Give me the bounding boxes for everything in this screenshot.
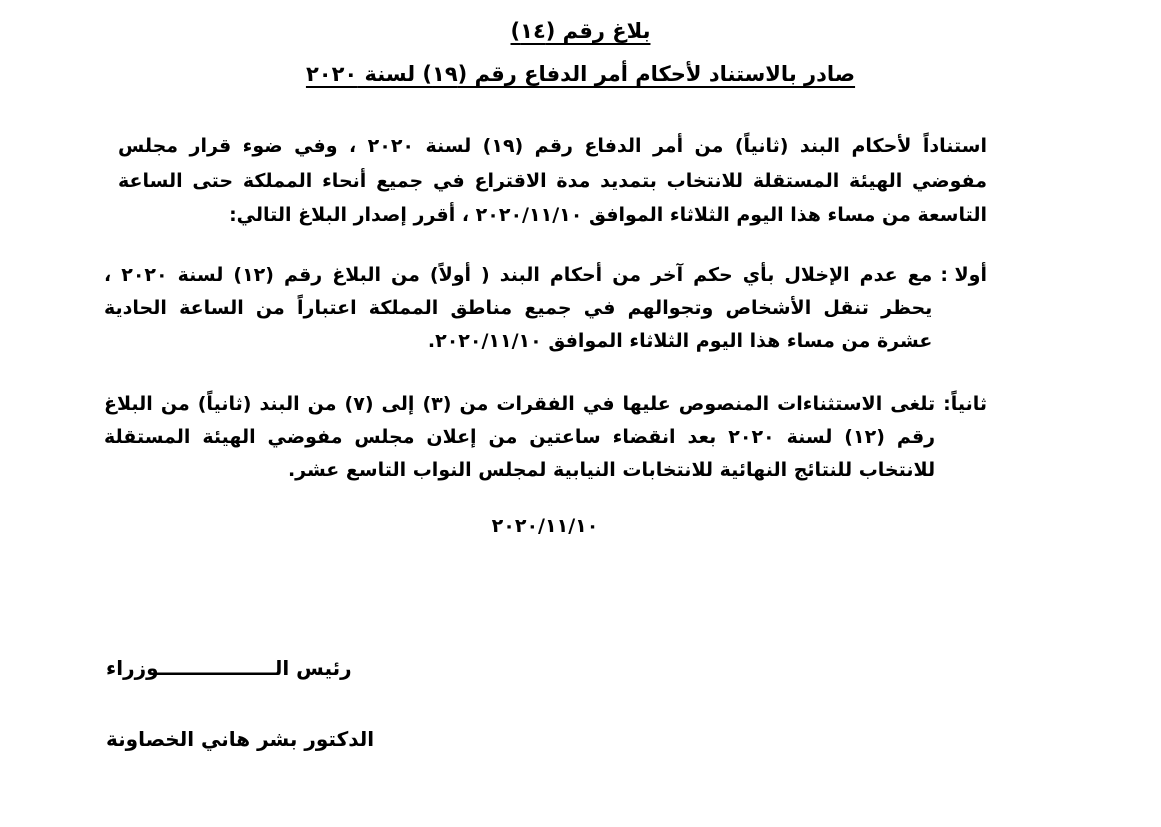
intro-paragraph: استناداً لأحكام البند (ثانياً) من أمر الدفاع رقم (١٩) لسنة ٢٠٢٠ ، وفي ضوء قرار مجلس مفوضي الهيئة المستقلة للانتخاب بتمديد مدة الاقتراع في جميع أنحاء المملكة حتى الساعة التاسعة من مساء هذا اليوم الثلاثاء الموافق ٢٠٢٠/١١/١٠ ، أقرر إصدار البلاغ التالي: <box>118 135 987 226</box>
document-subtitle: صادر بالاستناد لأحكام أمر الدفاع رقم (١٩) لسنة ٢٠٢٠ <box>305 62 856 86</box>
clause-first-label: أولا : <box>940 264 987 286</box>
clause-first-text: مع عدم الإخلال بأي حكم آخر من أحكام البند ( أولاً) من البلاغ رقم (١٢) لسنة ٢٠٢٠ ، يحظر تنقل الأشخاص وتجوالهم في جميع مناطق المملكة اعتباراً من الساعة الحادية عشرة من مساء هذا اليوم الثلاثاء الموافق ٢٠٢٠/١١/١٠. <box>104 264 933 352</box>
document-title: بلاغ رقم (١٤) <box>510 19 651 43</box>
clause-first <box>104 259 987 358</box>
clause-second-label: ثانياً: <box>943 393 987 415</box>
clause-second-text: تلغى الاستثناءات المنصوص عليها في الفقرات من (٣) إلى (٧) من البند (ثانياً) من البلاغ رقم (١٢) لسنة ٢٠٢٠ بعد انقضاء ساعتين من إعلان مجلس مفوضي الهيئة المستقلة للانتخاب للنتائج النهائية للانتخابات النيابية لمجلس النواب التاسع عشر. <box>104 393 936 481</box>
signatory-title: رئيس الـــــــــــــــــوزراء <box>106 656 352 680</box>
issue-date: ٢٠٢٠/١١/١٠ <box>491 515 599 537</box>
clause-second <box>104 388 987 487</box>
signatory-name: الدكتور بشر هاني الخصاونة <box>106 727 375 751</box>
